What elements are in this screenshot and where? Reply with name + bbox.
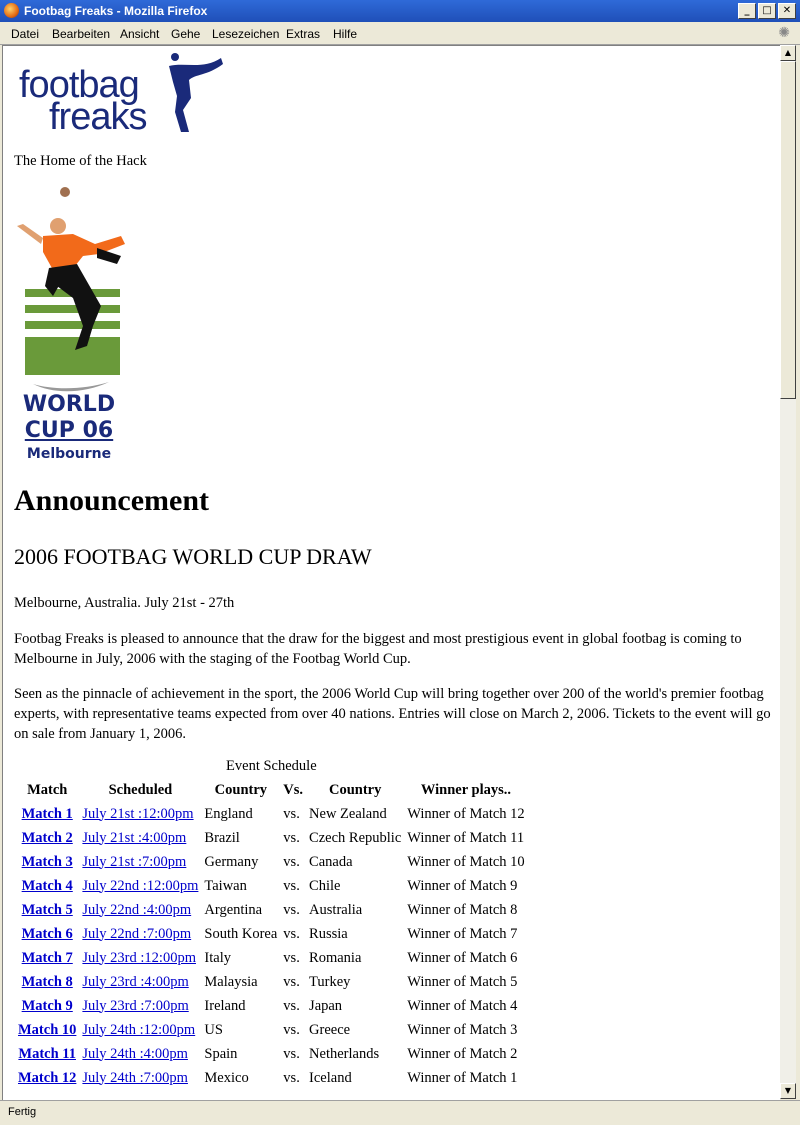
- match-link-cell[interactable]: [16, 947, 78, 969]
- winner-plays-cell: Winner of Match 5: [407, 973, 518, 990]
- table-row: [16, 923, 527, 945]
- status-bar: [0, 1100, 800, 1125]
- country-home-cell: Taiwan: [204, 877, 247, 894]
- scheduled-link-cell[interactable]: [80, 875, 200, 897]
- location-text: Melbourne, Australia. July 21st - 27th: [14, 595, 235, 611]
- paragraph-2: Seen as the pinnacle of achievement in the sport, the 2006 World Cup will bring together over 200 of the world's premier footbag experts, with representative teams expected from over 40 nations. Entries will close on March 2, 2006. Tickets to the event will go on sale from January 1, 2006.: [14, 686, 771, 742]
- table-row: [16, 995, 527, 1017]
- winner-plays-cell: Winner of Match 10: [407, 853, 525, 870]
- winner-plays-cell: Winner of Match 9: [407, 877, 518, 894]
- match-link[interactable]: Match 11: [18, 1045, 76, 1062]
- scheduled-link[interactable]: July 22nd :7:00pm: [82, 925, 192, 942]
- country-away-cell: Australia: [309, 901, 363, 918]
- match-link[interactable]: Match 9: [21, 997, 73, 1014]
- vertical-scrollbar[interactable]: [780, 45, 796, 1099]
- table-header-row: [16, 779, 527, 801]
- match-link-cell[interactable]: [16, 851, 78, 873]
- table-row: [16, 947, 527, 969]
- swoosh-icon: [13, 374, 125, 394]
- vs-text-cell: vs.: [283, 973, 300, 990]
- winner-plays-cell: Winner of Match 12: [407, 805, 525, 822]
- kicker-silhouette-icon: [155, 52, 225, 134]
- winner-plays-cell: Winner of Match 2: [407, 1045, 518, 1062]
- scroll-up-arrow-icon[interactable]: ▲: [780, 45, 796, 61]
- page-subtitle: 2006 FOOTBAG WORLD CUP DRAW: [14, 544, 372, 569]
- winner-plays-cell: Winner of Match 8: [407, 901, 518, 918]
- match-link[interactable]: Match 12: [18, 1069, 77, 1086]
- match-link[interactable]: Match 3: [21, 853, 73, 870]
- scheduled-link-cell[interactable]: [80, 971, 200, 993]
- status-text: Fertig: [8, 1106, 37, 1118]
- firefox-icon: [4, 3, 19, 18]
- vs-text-cell: vs.: [283, 949, 300, 966]
- vs-text-cell: vs.: [283, 1045, 300, 1062]
- scheduled-link[interactable]: July 23rd :7:00pm: [82, 997, 189, 1014]
- col-header-vs: Vs.: [283, 781, 304, 798]
- close-button[interactable]: ✕: [778, 3, 796, 19]
- scheduled-link[interactable]: July 21st :7:00pm: [82, 853, 187, 870]
- table-row: [16, 971, 527, 993]
- match-link-cell[interactable]: [16, 923, 78, 945]
- vs-text-cell: vs.: [283, 1021, 300, 1038]
- match-link-cell[interactable]: [16, 1043, 78, 1065]
- country-away-cell: Turkey: [309, 973, 351, 990]
- scheduled-link[interactable]: July 24th :7:00pm: [82, 1069, 188, 1086]
- scheduled-link-cell[interactable]: [80, 899, 200, 921]
- country-away-cell: Chile: [309, 877, 341, 894]
- menu-bar: [0, 22, 800, 45]
- vs-text-cell: vs.: [283, 853, 300, 870]
- menu-lesezeichen[interactable]: Lesezeichen: [212, 27, 280, 41]
- scheduled-link[interactable]: July 24th :12:00pm: [82, 1021, 196, 1038]
- match-link[interactable]: Match 10: [18, 1021, 77, 1038]
- country-home-cell: England: [204, 805, 253, 822]
- table-row: [16, 899, 527, 921]
- world-cup-06-logo: [13, 186, 125, 466]
- scheduled-link-cell[interactable]: [80, 947, 200, 969]
- scheduled-link[interactable]: July 22nd :4:00pm: [82, 901, 192, 918]
- scheduled-link[interactable]: July 24th :4:00pm: [82, 1045, 188, 1062]
- country-home-cell: Spain: [204, 1045, 238, 1062]
- match-link-cell[interactable]: [16, 971, 78, 993]
- match-link-cell[interactable]: [16, 1019, 78, 1041]
- menu-bearbeiten[interactable]: Bearbeiten: [52, 27, 111, 41]
- country-home-cell: US: [204, 1021, 223, 1038]
- menu-extras[interactable]: Extras: [286, 27, 321, 41]
- match-link[interactable]: Match 4: [21, 877, 73, 894]
- winner-plays-cell: Winner of Match 11: [407, 829, 525, 846]
- scheduled-link-cell[interactable]: [80, 1019, 200, 1041]
- vs-text-cell: vs.: [283, 877, 300, 894]
- match-link-cell[interactable]: [16, 827, 78, 849]
- table-row: [16, 1067, 527, 1089]
- scheduled-link-cell[interactable]: [80, 803, 200, 825]
- menu-datei[interactable]: Datei: [11, 27, 40, 41]
- title-bar: [0, 0, 800, 22]
- scheduled-link-cell[interactable]: [80, 1067, 200, 1089]
- vs-text-cell: vs.: [283, 997, 300, 1014]
- match-link-cell[interactable]: [16, 1067, 78, 1089]
- scheduled-link[interactable]: July 21st :12:00pm: [82, 805, 194, 822]
- match-link-cell[interactable]: [16, 875, 78, 897]
- scheduled-link-cell[interactable]: [80, 995, 200, 1017]
- country-home-cell: Brazil: [204, 829, 240, 846]
- scheduled-link-cell[interactable]: [80, 1043, 200, 1065]
- table-row: [16, 1019, 527, 1041]
- country-away-cell: Romania: [309, 949, 362, 966]
- country-away-cell: New Zealand: [309, 805, 387, 822]
- tagline: The Home of the Hack: [14, 153, 147, 169]
- vs-text-cell: vs.: [283, 829, 300, 846]
- country-away-cell: Netherlands: [309, 1045, 380, 1062]
- scheduled-link[interactable]: July 23rd :4:00pm: [82, 973, 189, 990]
- country-home-cell: Germany: [204, 853, 259, 870]
- match-link[interactable]: Match 2: [21, 829, 73, 846]
- page-content: [2, 45, 780, 1100]
- scroll-down-arrow-icon[interactable]: ▼: [780, 1083, 796, 1099]
- scheduled-link[interactable]: July 21st :4:00pm: [82, 829, 187, 846]
- col-header-winner-plays: Winner plays..: [420, 781, 512, 798]
- table-row: [16, 851, 527, 873]
- col-header-match: Match: [27, 781, 68, 798]
- menu-ansicht[interactable]: Ansicht: [120, 27, 160, 41]
- melbourne-text: Melbourne: [26, 446, 112, 462]
- country-home-cell: Argentina: [204, 901, 263, 918]
- match-link[interactable]: Match 6: [21, 925, 73, 942]
- table-caption: Event Schedule: [226, 758, 317, 774]
- logo-text-freaks: freaks: [49, 96, 147, 138]
- menu-hilfe[interactable]: Hilfe: [333, 27, 358, 41]
- footbag-player-icon: [13, 186, 125, 386]
- country-home-cell: Italy: [204, 949, 231, 966]
- match-link-cell[interactable]: [16, 995, 78, 1017]
- country-away-cell: Czech Republic: [309, 829, 402, 846]
- table-row: [16, 827, 527, 849]
- col-header-scheduled: Scheduled: [108, 781, 173, 798]
- country-away-cell: Iceland: [309, 1069, 352, 1086]
- country-home-cell: Mexico: [204, 1069, 249, 1086]
- col-header-country-2: Country: [328, 781, 382, 798]
- scrollbar-thumb[interactable]: [780, 61, 796, 399]
- page-title: Announcement: [14, 484, 210, 517]
- menu-gehe[interactable]: Gehe: [171, 27, 201, 41]
- country-away-cell: Canada: [309, 853, 353, 870]
- scheduled-link-cell[interactable]: [80, 827, 200, 849]
- vs-text-cell: vs.: [283, 1069, 300, 1086]
- scheduled-link[interactable]: July 23rd :12:00pm: [82, 949, 196, 966]
- winner-plays-cell: Winner of Match 6: [407, 949, 518, 966]
- country-home-cell: Malaysia: [204, 973, 258, 990]
- match-link[interactable]: Match 1: [21, 805, 73, 822]
- country-home-cell: South Korea: [204, 925, 278, 942]
- country-away-cell: Japan: [309, 997, 343, 1014]
- country-away-cell: Russia: [309, 925, 348, 942]
- maximize-button[interactable]: □: [758, 3, 776, 19]
- event-schedule-table: [14, 758, 529, 1091]
- footbag-freaks-logo[interactable]: [15, 52, 225, 136]
- world-cup-text: WORLD: [22, 392, 116, 417]
- paragraph-1: Footbag Freaks is pleased to announce that the draw for the biggest and most prestigious event in global footbag is coming to Melbourne in July, 2006 with the staging of the Footbag World Cup.: [14, 631, 742, 667]
- throbber-icon: ✺: [778, 25, 790, 41]
- table-row: [16, 1043, 527, 1065]
- country-away-cell: Greece: [309, 1021, 351, 1038]
- match-link[interactable]: Match 7: [21, 949, 73, 966]
- col-header-country: Country: [214, 781, 268, 798]
- minimize-button[interactable]: _: [738, 3, 756, 19]
- scheduled-link[interactable]: July 22nd :12:00pm: [82, 877, 199, 894]
- winner-plays-cell: Winner of Match 4: [407, 997, 518, 1014]
- cup-06-text: CUP 06: [24, 418, 114, 443]
- match-link-cell[interactable]: [16, 803, 78, 825]
- vs-text-cell: vs.: [283, 925, 300, 942]
- window-title: Footbag Freaks - Mozilla Firefox: [24, 4, 208, 18]
- logo-text-footbag: footbag: [19, 64, 139, 106]
- winner-plays-cell: Winner of Match 7: [407, 925, 518, 942]
- winner-plays-cell: Winner of Match 1: [407, 1069, 518, 1086]
- vs-text-cell: vs.: [283, 805, 300, 822]
- match-link[interactable]: Match 5: [21, 901, 73, 918]
- vs-text-cell: vs.: [283, 901, 300, 918]
- winner-plays-cell: Winner of Match 3: [407, 1021, 518, 1038]
- scheduled-link-cell[interactable]: [80, 851, 200, 873]
- match-link-cell[interactable]: [16, 899, 78, 921]
- country-home-cell: Ireland: [204, 997, 246, 1014]
- table-row: [16, 875, 527, 897]
- match-link[interactable]: Match 8: [21, 973, 73, 990]
- scheduled-link-cell[interactable]: [80, 923, 200, 945]
- table-row: [16, 803, 527, 825]
